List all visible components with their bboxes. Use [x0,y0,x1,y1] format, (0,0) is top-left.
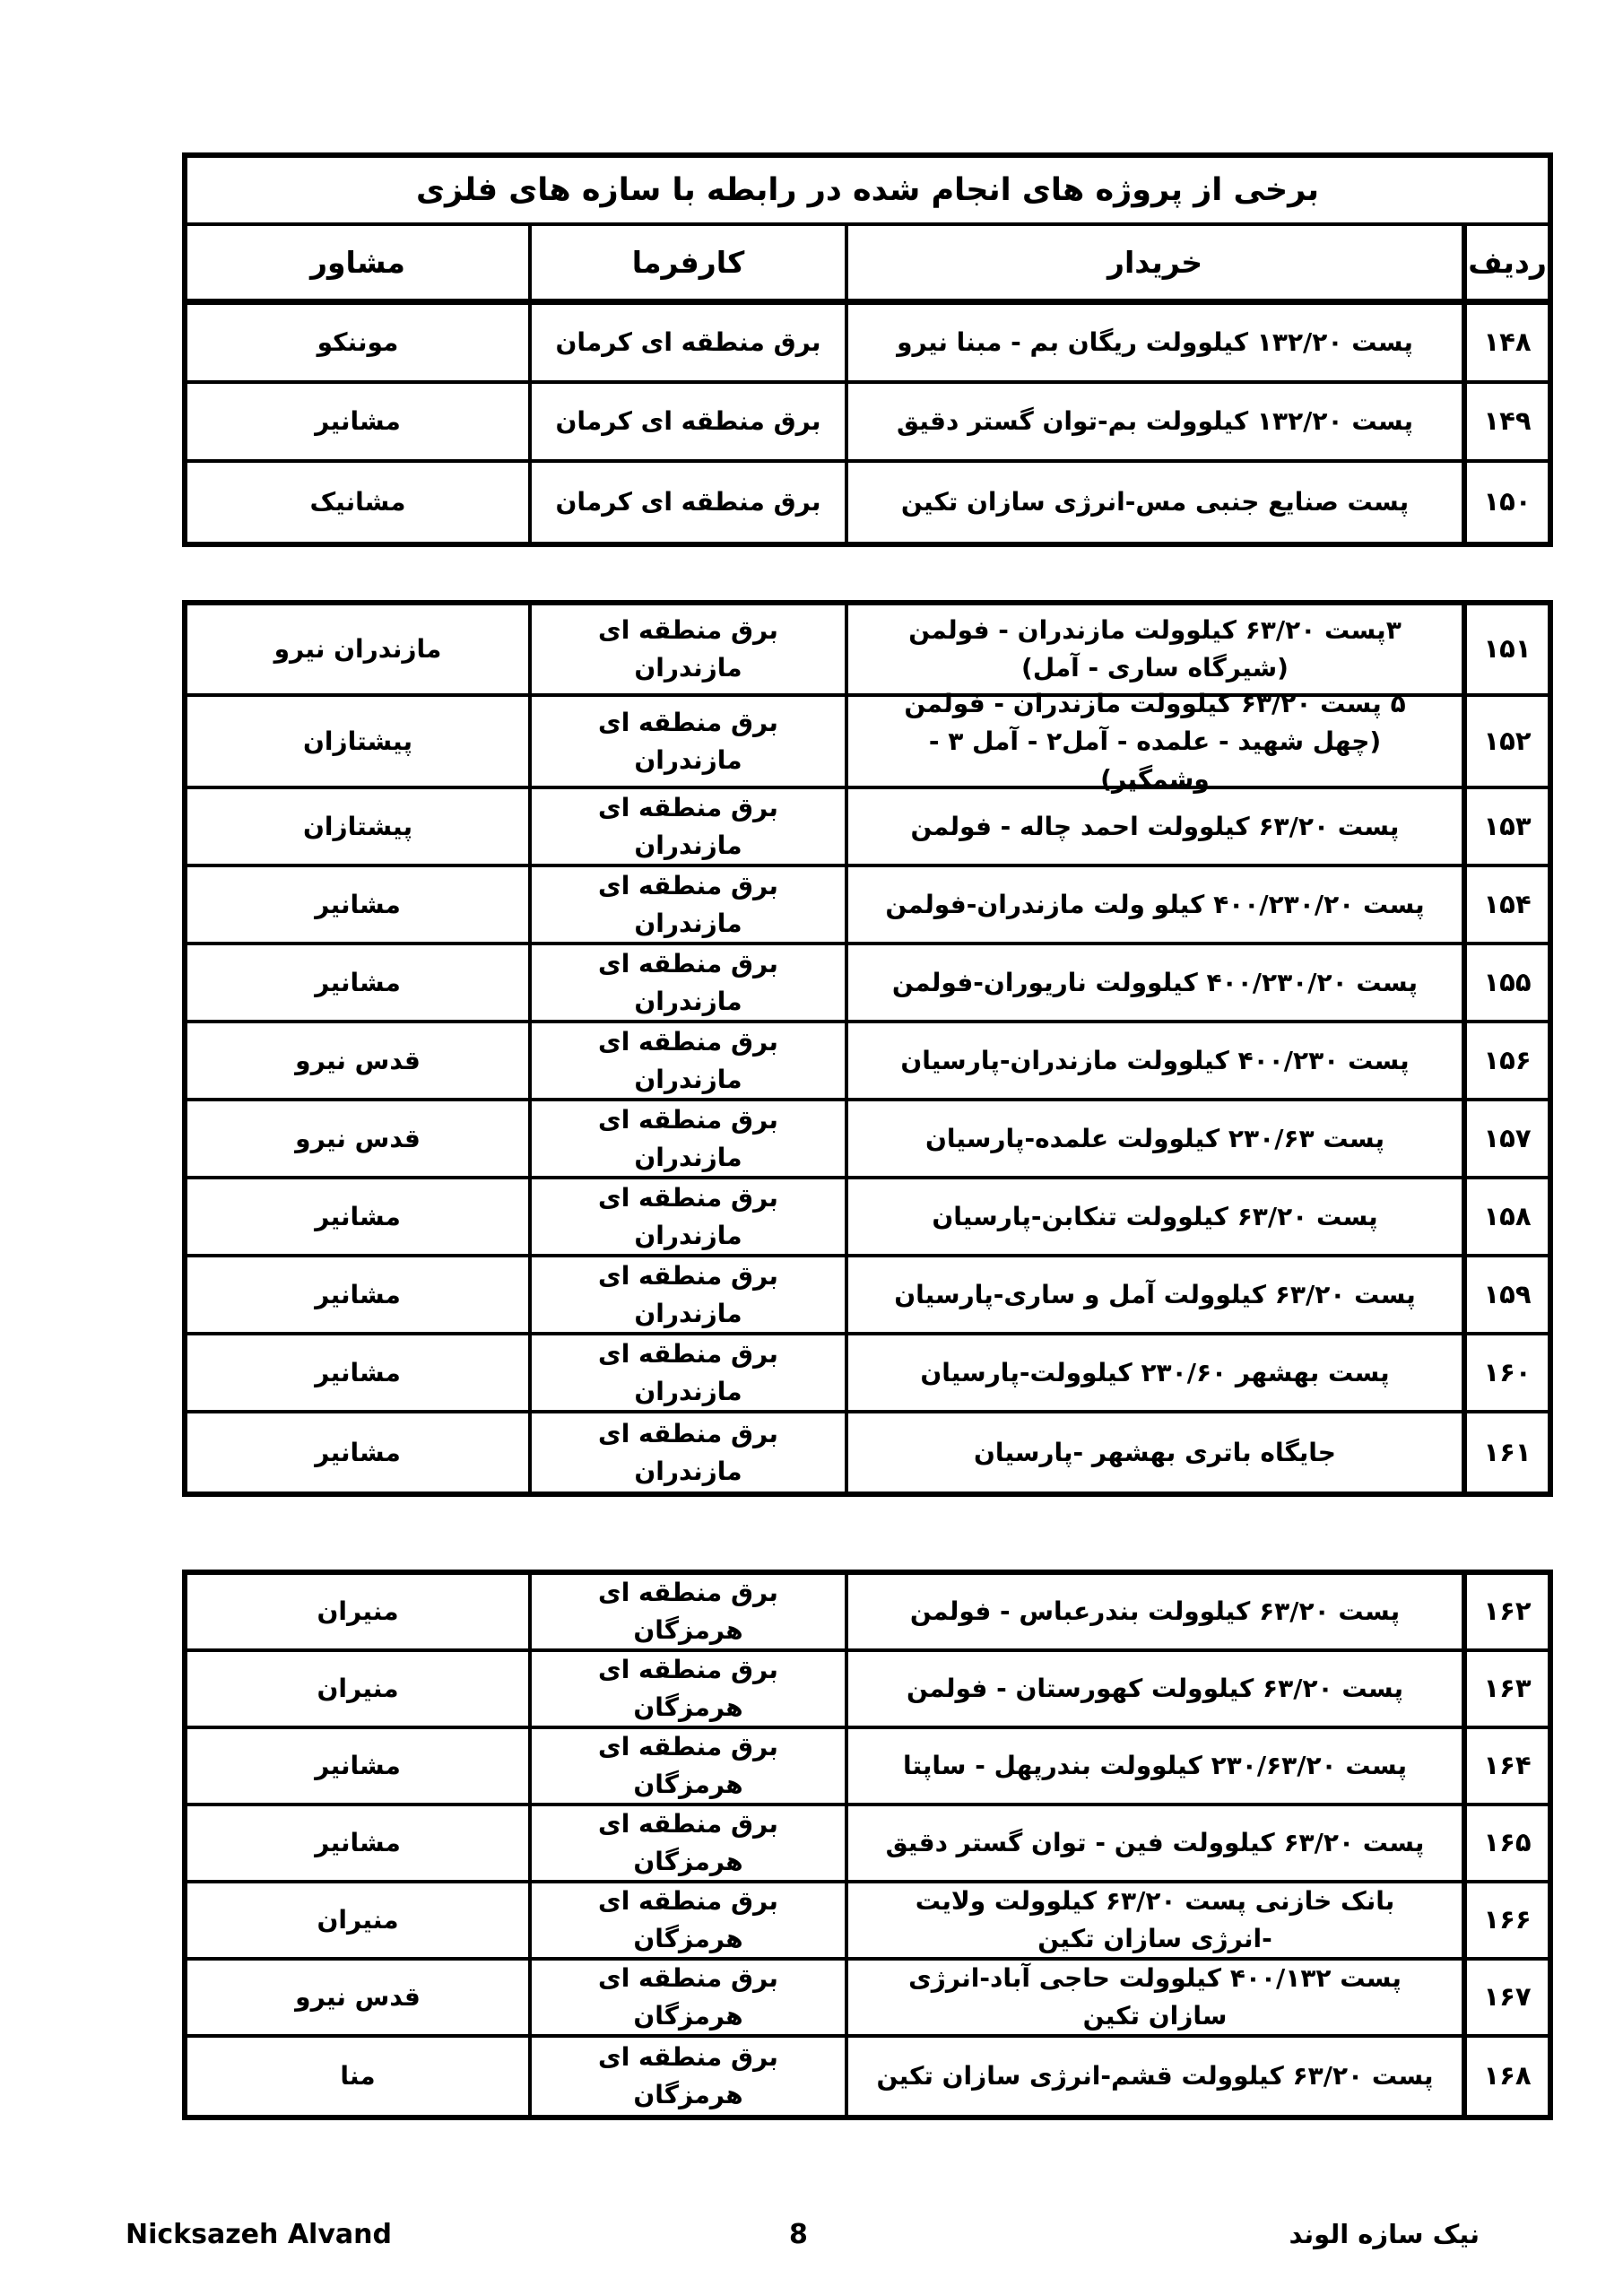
cell-buyer: ۳پست ۶۳/۲۰ کیلوولت مازندران - فولمن (شیرگاه ساری - آمل) [908,615,1402,683]
header-employer: کارفرما [532,226,848,299]
cell-employer: برق منطقه ای مازندران [532,867,848,942]
table-row [187,867,1548,945]
table-row [187,1575,1548,1652]
cell-buyer: پست بهشهر ۲۳۰/۶۰ کیلوولت-پارسیان [920,1357,1390,1387]
cell-buyer: پست صنایع جنبی مس-انرژی سازان تکین [900,487,1410,517]
cell-radif: ۱۵۷ [1462,1101,1548,1176]
cell-buyer: پست ۱۳۲/۲۰ کیلوولت ریگان بم - مبنا نیرو [897,327,1413,357]
cell-employer: برق منطقه ای کرمان [532,384,848,459]
table-row [187,945,1548,1023]
cell-buyer: پست ۶۳/۲۰ کیلوولت قشم-انرژی سازان تکین [876,2061,1434,2091]
cell-buyer: پست ۴۰۰/۱۳۲ کیلوولت حاجی آباد-انرژی سازان تکین [908,1963,1402,2031]
table-rows-section-3 [187,1575,1548,2115]
footer-company-latin: Nicksazeh Alvand [126,2219,392,2250]
cell-radif: ۱۶۷ [1462,1961,1548,2034]
cell-employer: برق منطقه ای مازندران [532,1257,848,1332]
cell-radif: ۱۶۱ [1462,1413,1548,1492]
table-row [187,1883,1548,1961]
table-title: برخی از پروژه های انجام شده در رابطه با سازه های فلزی [187,158,1548,226]
cell-employer: برق منطقه ای کرمان [532,305,848,380]
cell-buyer: پست ۲۳۰/۶۳/۲۰ کیلوولت بندرپهل - ساپتا [902,1751,1408,1780]
cell-consultant: پیشتازان [187,697,532,786]
cell-buyer: جایگاه باتری بهشهر -پارسیان [974,1437,1336,1467]
cell-consultant: مشانیر [187,384,532,459]
table-rows-section-1 [187,305,1548,542]
cell-employer: برق منطقه ای مازندران [532,697,848,786]
cell-consultant: مشانیر [187,1729,532,1803]
cell-consultant: مازندران نیرو [187,605,532,693]
cell-consultant: قدس نیرو [187,1961,532,2034]
cell-buyer: بانک خازنی پست ۶۳/۲۰ کیلوولت ولایت -انرژی سازان تکین [915,1886,1395,1953]
cell-consultant: مشانیر [187,945,532,1020]
projects-table-section-1 [182,152,1553,547]
cell-radif: ۱۶۰ [1462,1335,1548,1410]
table-row [187,1961,1548,2038]
cell-employer: برق منطقه ای مازندران [532,945,848,1020]
cell-radif: ۱۶۶ [1462,1883,1548,1957]
cell-buyer: پست ۴۰۰/۲۳۰/۲۰ کیلو ولت مازندران-فولمن [885,889,1425,919]
cell-buyer: پست ۴۰۰/۲۳۰/۲۰ کیلوولت ناریوران-فولمن [891,967,1419,997]
cell-radif: ۱۵۰ [1462,463,1548,542]
cell-radif: ۱۵۸ [1462,1179,1548,1254]
table-row [187,1806,1548,1883]
cell-consultant: مشانیر [187,1413,532,1492]
cell-consultant: مشانیر [187,1179,532,1254]
cell-buyer: ۵ پست ۶۳/۲۰ کیلوولت مازندران - فولمن (چهل شهید - علمده - آمل۲ - آمل ۳ - وشمگیر) [904,688,1406,794]
cell-consultant: منیران [187,1883,532,1957]
cell-consultant: مشانیر [187,1257,532,1332]
footer-company-persian: نیک سازه الوند [1289,2219,1480,2249]
cell-radif: ۱۵۴ [1462,867,1548,942]
table-row [187,1023,1548,1101]
cell-employer: برق منطقه ای مازندران [532,1023,848,1098]
table-row [187,789,1548,867]
cell-buyer: پست ۶۳/۲۰ کیلوولت بندرعباس - فولمن [909,1596,1401,1626]
cell-employer: برق منطقه ای مازندران [532,1335,848,1410]
cell-consultant: موننکو [187,305,532,380]
table-rows-section-2 [187,605,1548,1492]
header-radif: ردیف [1462,226,1548,299]
table-row [187,2038,1548,2115]
header-consultant: مشاور [187,226,532,299]
table-row [187,1335,1548,1413]
table-row [187,688,1548,794]
page-footer [0,2213,1623,2258]
cell-consultant: مشانیک [187,463,532,542]
cell-radif: ۱۴۹ [1462,384,1548,459]
cell-employer: برق منطقه ای مازندران [532,605,848,693]
cell-employer: برق منطقه ای مازندران [532,1101,848,1176]
table-row [187,1413,1548,1492]
cell-consultant: قدس نیرو [187,1023,532,1098]
cell-buyer: پست ۴۰۰/۲۳۰ کیلوولت مازندران-پارسیان [900,1045,1410,1075]
cell-buyer: پست ۶۳/۲۰ کیلوولت آمل و ساری-پارسیان [894,1279,1416,1309]
table-row [187,463,1548,542]
table-row [187,305,1548,384]
cell-radif: ۱۶۵ [1462,1806,1548,1880]
cell-radif: ۱۶۸ [1462,2038,1548,2115]
cell-radif: ۱۵۵ [1462,945,1548,1020]
cell-consultant: منا [187,2038,532,2115]
header-buyer: خریدار [1107,244,1203,280]
table-row [187,384,1548,463]
table-row [187,1179,1548,1257]
cell-buyer: پست ۶۳/۲۰ کیلوولت کهورستان - فولمن [906,1674,1404,1703]
cell-radif: ۱۶۴ [1462,1729,1548,1803]
table-row [187,1101,1548,1179]
cell-employer: برق منطقه ای هرمزگان [532,1883,848,1957]
cell-employer: برق منطقه ای هرمزگان [532,1806,848,1880]
cell-buyer: پست ۲۳۰/۶۳ کیلوولت علمده-پارسیان [924,1123,1385,1153]
cell-employer: برق منطقه ای هرمزگان [532,1961,848,2034]
projects-table-section-2 [182,600,1553,1497]
cell-buyer: پست ۶۳/۲۰ کیلوولت فین - توان گستر دقیق [885,1828,1425,1857]
cell-consultant: پیشتازان [187,789,532,864]
cell-consultant: منیران [187,1575,532,1648]
cell-radif: ۱۵۳ [1462,789,1548,864]
cell-radif: ۱۵۲ [1462,697,1548,786]
cell-radif: ۱۵۶ [1462,1023,1548,1098]
projects-table-section-3 [182,1570,1553,2120]
cell-consultant: مشانیر [187,1806,532,1880]
table-row [187,1729,1548,1806]
cell-employer: برق منطقه ای مازندران [532,1413,848,1492]
cell-radif: ۱۵۹ [1462,1257,1548,1332]
table-header-row [187,226,1548,305]
cell-buyer: پست ۶۳/۲۰ کیلوولت تنکابن-پارسیان [932,1201,1378,1231]
cell-consultant: مشانیر [187,867,532,942]
table-row [187,605,1548,697]
cell-radif: ۱۶۳ [1462,1652,1548,1726]
cell-employer: برق منطقه ای مازندران [532,1179,848,1254]
cell-radif: ۱۶۲ [1462,1575,1548,1648]
cell-employer: برق منطقه ای هرمزگان [532,1652,848,1726]
cell-buyer: پست ۶۳/۲۰ کیلوولت احمد چاله - فولمن [910,811,1400,841]
cell-radif: ۱۴۸ [1462,305,1548,380]
cell-employer: برق منطقه ای کرمان [532,463,848,542]
cell-consultant: قدس نیرو [187,1101,532,1176]
cell-consultant: منیران [187,1652,532,1726]
cell-radif: ۱۵۱ [1462,605,1548,693]
table-row [187,1257,1548,1335]
table-row [187,1652,1548,1729]
cell-employer: برق منطقه ای هرمزگان [532,2038,848,2115]
cell-consultant: مشانیر [187,1335,532,1410]
cell-employer: برق منطقه ای مازندران [532,789,848,864]
cell-buyer: پست ۱۳۲/۲۰ کیلوولت بم-توان گستر دقیق [897,406,1413,436]
cell-employer: برق منطقه ای هرمزگان [532,1729,848,1803]
cell-employer: برق منطقه ای هرمزگان [532,1575,848,1648]
footer-page-number: 8 [789,2219,808,2250]
